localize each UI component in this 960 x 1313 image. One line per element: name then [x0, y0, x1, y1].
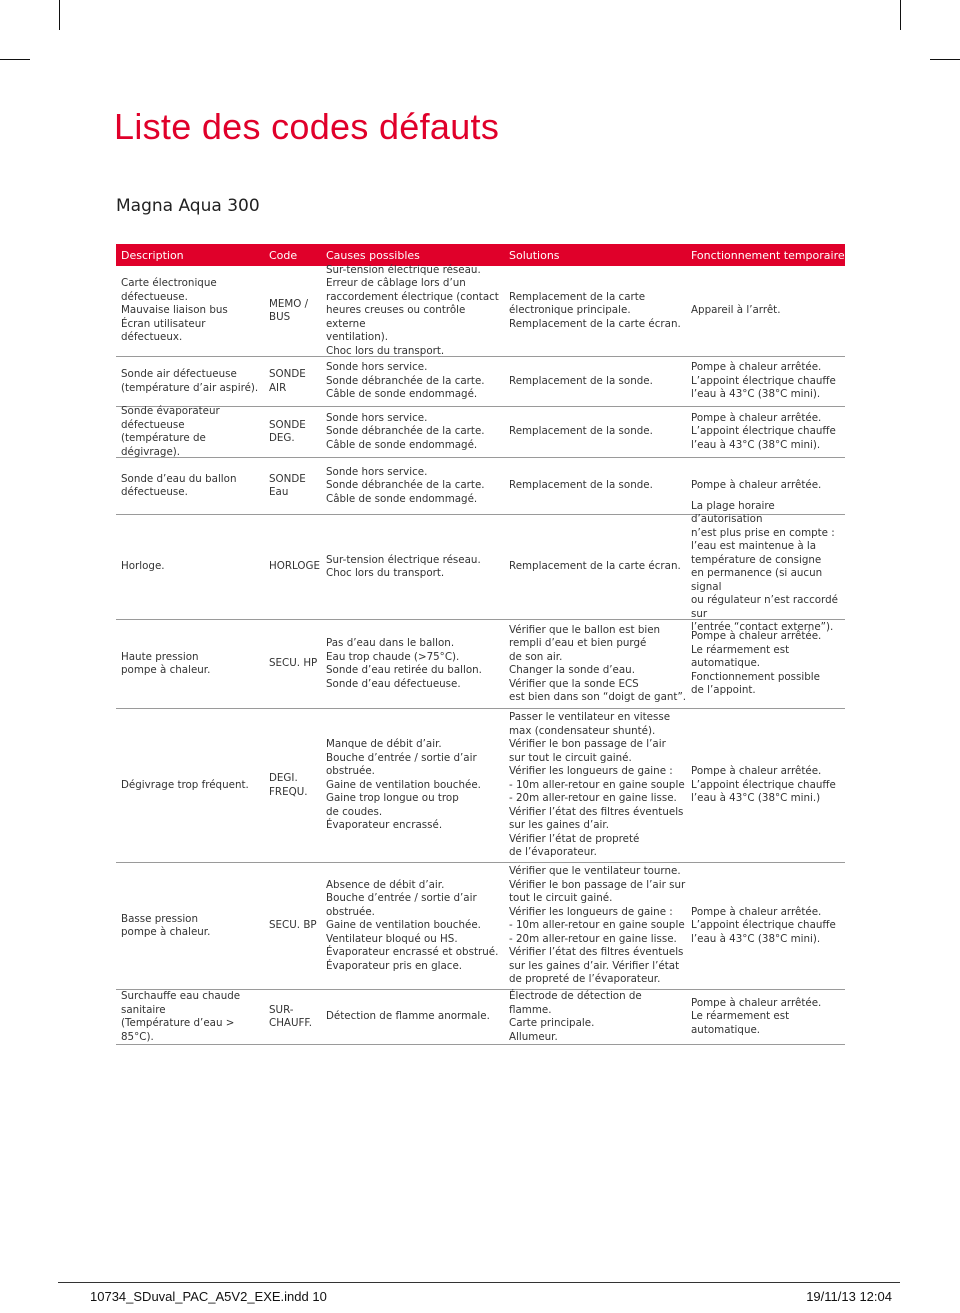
cell-solutions: Remplacement de la sonde.: [509, 479, 653, 492]
table-row: [116, 990, 845, 1045]
cell-solutions: Passer le ventilateur en vitesse max (condensateur shunté). Vérifier le bon passage de l’air sur tout le circuit gainé. Vérifier les longueurs de gaine : - 10m aller-retour en gaine souple - 20m aller-retour en gaine lisse. Vérifier l’état des filtres éventuels sur les gaines d’air. Vérifier l’état de propreté de l’évaporateur.: [509, 711, 685, 859]
header-code: Code: [269, 249, 298, 262]
cell-description: Sonde évaporateur défectueuse (température de dégivrage).: [121, 405, 220, 458]
table-row: [116, 499, 845, 633]
table-row: [116, 620, 845, 709]
cell-temporaire: La plage horaire d’autorisation n’est plus prise en compte : l’eau est maintenue à la température de consigne en permanence (si aucun signal ou régulateur n’est raccordé sur l’entrée “contact externe”).: [691, 499, 838, 633]
cell-code: SONDE Eau: [269, 472, 306, 498]
cell-description: Carte électronique défectueuse. Mauvaise liaison bus Écran utilisateur défectueux.: [121, 277, 228, 344]
cell-causes: Absence de débit d’air. Bouche d’entrée / sortie d’air obstruée. Gaine de ventilation bouchée. Ventilateur bloqué ou HS. Évaporateur encrassé et obstrué. Évaporateur pris en glace.: [326, 878, 499, 972]
cell-causes: Sonde hors service. Sonde débranchée de la carte. Câble de sonde endommagé.: [326, 361, 485, 401]
cell-temporaire: Pompe à chaleur arrêtée. L’appoint électrique chauffe l’eau à 43°C (38°C mini).: [691, 905, 836, 945]
header-solutions: Solutions: [509, 249, 560, 262]
slug-file: 10734_SDuval_PAC_A5V2_EXE.indd 10: [90, 1289, 327, 1304]
cell-causes: Sonde hors service. Sonde débranchée de la carte. Câble de sonde endommagé.: [326, 465, 485, 505]
page-subtitle: Magna Aqua 300: [116, 196, 260, 216]
cell-code: DEGI. FREQU.: [269, 772, 308, 798]
cell-causes: Sur-tension électrique réseau. Erreur de câblage lors d’un raccordement électrique (contact heures creuses ou contrôle externe ventilation). Choc lors du transport.: [326, 263, 499, 357]
cell-temporaire: Pompe à chaleur arrêtée. Le réarmement est automatique.: [691, 996, 822, 1036]
crop-mark: [900, 0, 901, 30]
cell-causes: Sur-tension électrique réseau. Choc lors du transport.: [326, 553, 481, 579]
crop-mark: [930, 59, 960, 60]
cell-temporaire: Appareil à l’arrêt.: [691, 304, 781, 317]
header-causes: Causes possibles: [326, 249, 420, 262]
cell-causes: Détection de flamme anormale.: [326, 1010, 490, 1023]
crop-mark: [0, 59, 30, 60]
cell-code: MEMO / BUS: [269, 297, 309, 323]
cell-solutions: Électrode de détection de flamme. Carte principale. Allumeur.: [509, 990, 642, 1043]
cell-solutions: Remplacement de la carte électronique principale. Remplacement de la carte écran.: [509, 290, 681, 330]
cell-solutions: Remplacement de la sonde.: [509, 374, 653, 387]
table-row: [116, 357, 845, 407]
cell-description: Basse pression pompe à chaleur.: [121, 912, 211, 938]
cell-description: Surchauffe eau chaude sanitaire (Température d’eau > 85°C).: [121, 990, 241, 1043]
cell-code: HORLOGE: [269, 560, 320, 573]
cell-description: Sonde air défectueuse (température d’air aspiré).: [121, 368, 259, 394]
cell-temporaire: Pompe à chaleur arrêtée. L’appoint électrique chauffe l’eau à 43°C (38°C mini).: [691, 411, 836, 451]
cell-solutions: Remplacement de la sonde.: [509, 425, 653, 438]
slug-date: 19/11/13 12:04: [806, 1289, 892, 1304]
page-title: Liste des codes défauts: [114, 106, 500, 147]
cell-description: Dégivrage trop fréquent.: [121, 778, 249, 791]
cell-causes: Sonde hors service. Sonde débranchée de la carte. Câble de sonde endommagé.: [326, 411, 485, 451]
fault-code-table: [116, 244, 845, 1045]
cell-code: SECU. HP: [269, 657, 318, 670]
cell-code: SONDE AIR: [269, 368, 306, 394]
cell-code: SONDE DEG.: [269, 418, 306, 444]
cell-description: Horloge.: [121, 560, 165, 573]
cell-code: SUR- CHAUFF.: [269, 1003, 312, 1029]
header-description: Description: [121, 249, 184, 262]
print-slug: [0, 1282, 960, 1313]
crop-mark: [59, 0, 60, 30]
table-row: [116, 407, 845, 458]
cell-code: SECU. BP: [269, 919, 317, 932]
cell-causes: Manque de débit d’air. Bouche d’entrée / sortie d’air obstruée. Gaine de ventilation bouchée. Gaine trop longue ou trop de coudes. Évaporateur encrassé.: [326, 738, 481, 832]
cell-temporaire: Pompe à chaleur arrêtée. L’appoint électrique chauffe l’eau à 43°C (38°C mini).: [691, 361, 836, 401]
cell-description: Sonde d’eau du ballon défectueuse.: [121, 472, 237, 498]
cell-causes: Pas d’eau dans le ballon. Eau trop chaude (>75°C). Sonde d’eau retirée du ballon. Sonde d’eau défectueuse.: [326, 637, 482, 690]
cell-temporaire: Pompe à chaleur arrêtée.: [691, 479, 822, 492]
cell-solutions: Remplacement de la carte écran.: [509, 560, 681, 573]
cell-description: Haute pression pompe à chaleur.: [121, 650, 211, 676]
cell-solutions: Vérifier que le ventilateur tourne. Vérifier le bon passage de l’air sur tout le circuit gainé. Vérifier les longueurs de gaine : - 10m aller-retour en gaine souple - 20m aller-retour en gaine lisse. Vérifier l’état des filtres éventuels sur les gaines d’air. Vérifier l’état de propreté de l’évaporateur.: [509, 865, 686, 986]
cell-solutions: Vérifier que le ballon est bien rempli d’eau et bien purgé de son air. Changer la sonde d’eau. Vérifier que la sonde ECS est bien dans son “doigt de gant”.: [509, 623, 687, 703]
table-row: [116, 709, 845, 863]
header-temporaire: Fonctionnement temporaire: [691, 249, 845, 262]
cell-temporaire: Pompe à chaleur arrêtée. Le réarmement est automatique. Fonctionnement possible de l’appoint.: [691, 630, 822, 697]
table-row: [116, 863, 845, 990]
table-row: [116, 263, 845, 357]
table-header: [116, 244, 845, 266]
cell-temporaire: Pompe à chaleur arrêtée. L’appoint électrique chauffe l’eau à 43°C (38°C mini.): [691, 765, 836, 805]
slug-rule: [58, 1282, 900, 1283]
